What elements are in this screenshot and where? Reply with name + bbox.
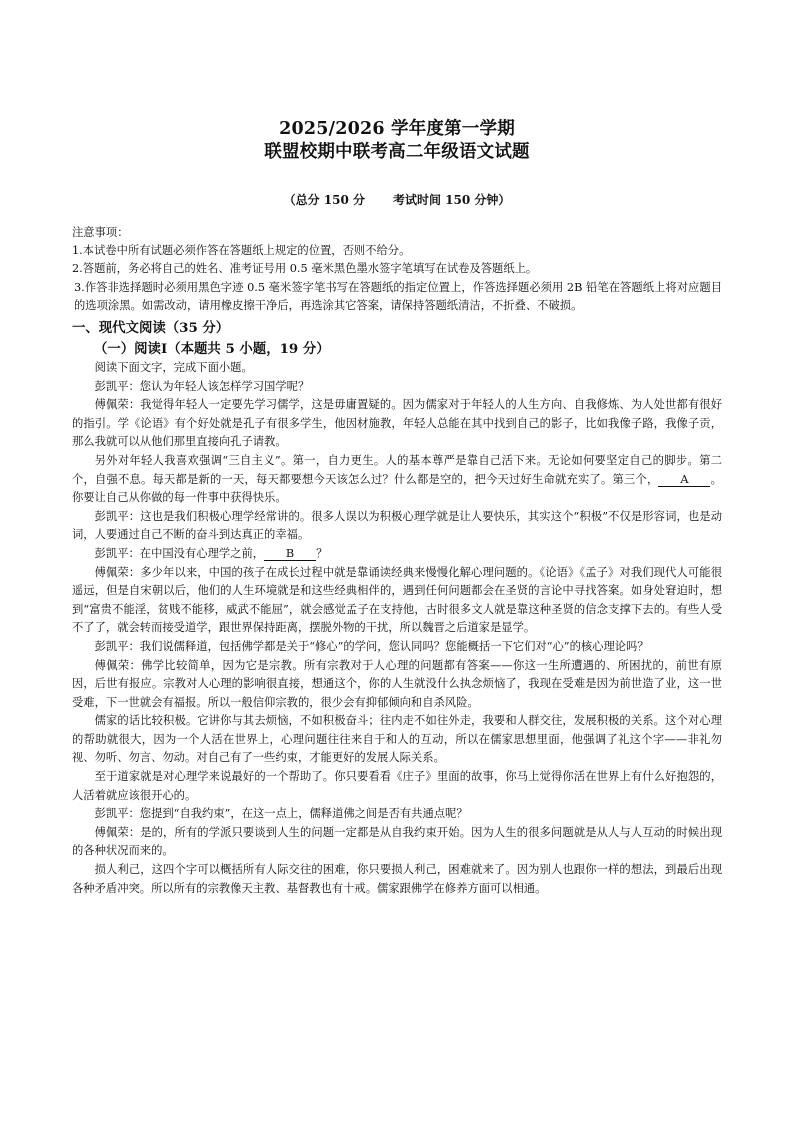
instruction: 阅读下面文字，完成下面小题。 <box>94 361 253 375</box>
paragraph: 傅佩荣：我觉得年轻人一定要先学习儒学，这是毋庸置疑的。因为儒家对于年轻人的人生方向、自我修炼、为人处世都有很好的指引。学《论语》有个好处就是孔子有很多学生，他因材施教，年轻人总能在其中找到自己的影子，比如我像子路，我像子贡，那么我就可以从他们那里直接向孔子请教。 <box>72 398 722 449</box>
paragraph: 彭凯平：您认为年轻人该怎样学习国学呢？ <box>94 379 310 393</box>
paragraph: 彭凯平：我们说儒释道，包括佛学都是关于“修心”的学问，您认同吗？您能概括一下它们对“心”的核心理论吗？ <box>94 639 649 653</box>
paragraph: 傅佩荣：多少年以来，中国的孩子在成长过程中就是靠诵读经典来慢慢化解心理问题的。《论语》《孟子》对我们现代人可能很遥远，但是自宋朝以后，他们的人生环境就是和这些经典相伴的，遇到任何问题都会在圣贤的言论中寻找答案。如身处窘迫时，想到“富贵不能淫，贫贱不能移，威武不能屈”，就会感觉孟子在支持他，古时很多文人就是靠这种圣贤的信念支撑下去的。有些人受不了了，就会转而接受道学，跟世界保持距离，摆脱外物的干扰，所以魏晋之后道家是显学。 <box>72 565 722 635</box>
paragraph: 傅佩荣：佛学比较简单，因为它是宗教。所有宗教对于人心理的问题都有答案——你这一生所遭遇的、所困扰的，前世有原因，后世有报应。宗教对人心理的影响很直接，想通这个，你的人生就没什么执念烦恼了，我现在受难是因为前世造了业，这一世受难，下一世就会有福报。所以一般信仰宗教的，很少会有抑郁倾向和自杀风险。 <box>72 658 722 709</box>
notes-item-3: 3.作答非选择题时必须用黑色字迹 0.5 毫米签字笔书写在答题纸的指定位置上，作答选择题必须用 2B 铅笔在答题纸上将对应题目的选项涂黑。如需改动，请用橡皮擦干净后，再选涂其它答案，请保持答题纸清洁，不折叠、不破损。 <box>74 280 722 312</box>
exam-title-line2: 联盟校期中联考高二年级语文试题 <box>264 142 530 162</box>
reading-passage <box>72 359 722 898</box>
total-score: （总分 150 分 <box>283 193 365 207</box>
paragraph-with-blank-a <box>72 452 722 508</box>
paragraph: 儒家的话比较积极。它讲你与其去烦恼，不如积极奋斗；往内走不如往外走，我要和人群交往，发展积极的关系。这个对心理的帮助就很大，因为一个人活在世界上，心理问题往往来自于和人的互动，所以在儒家思想里面，他强调了礼这个字——非礼勿视、勿听、勿言、勿动。对自己有了一些约束，才能更好的发展人际关系。 <box>72 714 722 765</box>
exam-header <box>72 118 722 208</box>
section-title: 一、现代文阅读（35 分） <box>72 320 230 337</box>
paragraph-text: ？ <box>316 546 328 560</box>
paragraph: 彭凯平：这也是我们积极心理学经常讲的。很多人误以为积极心理学就是让人要快乐，其实这个“积极”不仅是形容词，也是动词，人要通过自己不断的奋斗到达真正的幸福。 <box>72 509 722 542</box>
paragraph: 彭凯平：您提到“自我约束”，在这一点上，儒释道佛之间是否有共通点呢？ <box>94 807 468 821</box>
paragraph-text: 另外对年轻人我喜欢强调“三自主义”。第一，自力更生。人的基本尊严是靠自己活下来。无论如何要坚定自己的脚步。第二个，自强不息。每天都是新的一天，每天都要想今天该怎么过？什么都是空的，把今天过好生命就充实了。第三个， <box>72 453 722 486</box>
exam-time: 考试时间 150 分钟） <box>393 193 511 207</box>
paragraph: 至于道家就是对心理学来说最好的一个帮助了。你只要看看《庄子》里面的故事，你马上觉得你活在世界上有什么好抱怨的，人活着就应该很开心的。 <box>72 770 722 802</box>
exam-title-line1: 2025/2026 学年度第一学期 <box>279 119 515 139</box>
notes-item-1: 1.本试卷中所有试题必须作答在答题纸上规定的位置，否则不给分。 <box>72 244 411 258</box>
exam-notes <box>72 224 722 315</box>
paragraph-with-blank-b <box>72 545 722 564</box>
blank-b: B <box>264 547 316 561</box>
notes-heading: 注意事项： <box>72 226 129 239</box>
paragraph-text: 。你要让自己从你做的每一件事中获得快乐。 <box>72 472 722 505</box>
blank-a: A <box>658 473 710 487</box>
paragraph: 损人利己，这四个字可以概括所有人际交往的困难，你只要损人利己，困难就来了。因为别人也跟你一样的想法，到最后出现各种矛盾冲突。所以所有的宗教像天主教、基督教也有十戒。儒家跟佛学在修养方面可以相通。 <box>72 863 722 895</box>
exam-score-time <box>72 192 722 208</box>
paragraph: 傅佩荣：是的，所有的学派只要谈到人生的问题一定都是从自我约束开始。因为人生的很多问题就是从人与人互动的时候出现的各种状况而来的。 <box>72 825 722 858</box>
paragraph-text: 彭凯平：在中国没有心理学之前， <box>94 546 265 560</box>
exam-page <box>72 118 722 898</box>
subsection-title: （一）阅读Ⅰ（本题共 5 小题，19 分） <box>94 341 330 358</box>
notes-item-2: 2.答题前，务必将自己的姓名、准考证号用 0.5 毫米黑色墨水签字笔填写在试卷及答题纸上。 <box>72 262 538 276</box>
